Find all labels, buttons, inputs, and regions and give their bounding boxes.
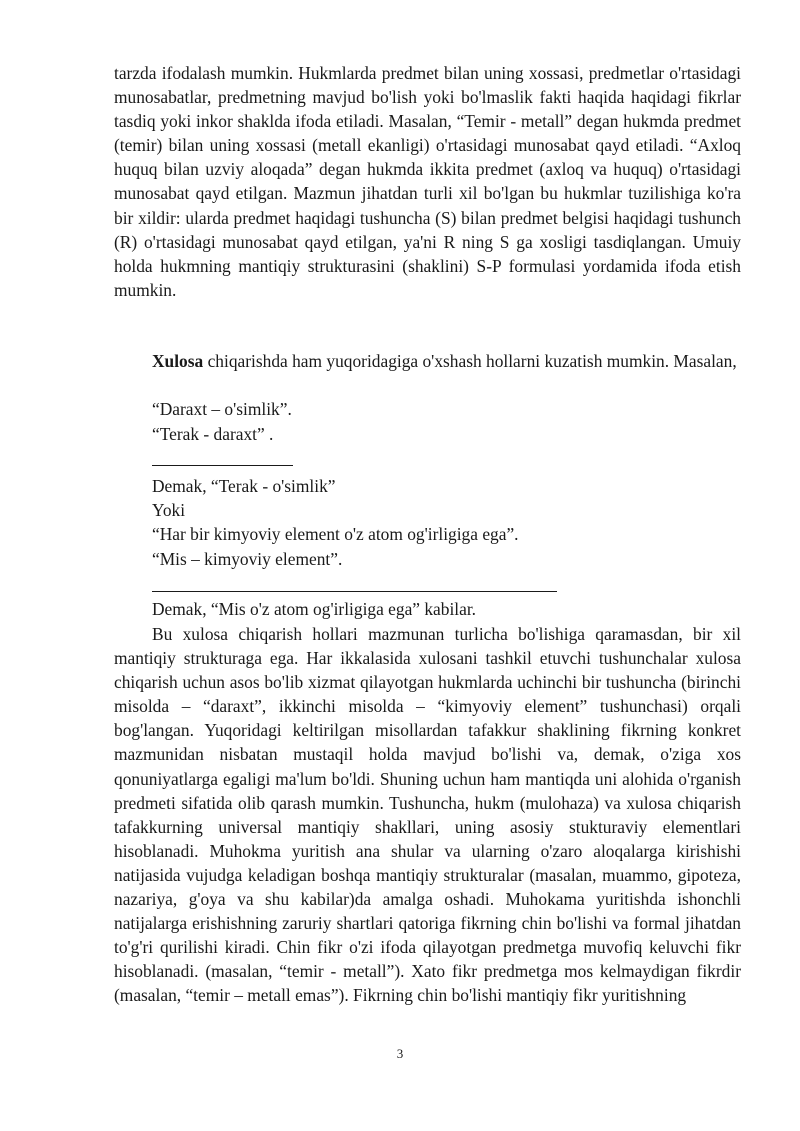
example2-divider: [152, 591, 557, 592]
example1-divider: [152, 465, 293, 466]
paragraph-tafakkur-text: Bu xulosa chiqarish hollari mazmunan turlicha bo'lishiga qaramasdan, bir xil mantiqiy strukturaga ega. Har ikkalasida xulosani tashkil etuvchi tushunchalar xulosa chiqarish uchun asos bo'lib xizmat qilayotgan hukmlarda uchinchi bir tushuncha (birinchi misolda – “daraxt”, ikkinchi misolda – “kimyoviy element” tushunchasi) orqali bog'langan. Yuqoridagi keltirilgan misollardan tafakkur shaklining fikrning konkret mazmunidan nisbatan mustaqil holda mavjud bo'lishi va, demak, o'ziga xos qonuniyatlarga egaligi ma'lum bo'ldi. Shuning uchun ham mantiqda uni alohida o'rganish predmeti sifatida olib qarash mumkin. Tushuncha, hukm (mulohaza) va xulosa chiqarish tafakkurning universal mantiqiy shakllari, uning asosiy stukturaviy elementlari hisoblanadi. Muhokma yuritish ana shular va ularning o'zaro aloqalarga kirishishi natijasida vujudga keladigan boshqa mantiqiy strukturalar (masalan, muammo, gipoteza, nazariya, g'oya va shu kabilar)da amalga oshadi. Muhokama yuritishda ishonchli natijalarga erishishning zaruriy shartlari qatoriga fikrning chin bo'lishi va formal jihatdan to'g'ri qurilishi kiradi. Chin fikr o'zi ifoda qilayotgan predmetga muvofiq keluvchi fikr hisoblanadi. (masalan, “temir - metall”). Xato fikr predmetga mos kelmaydigan fikrdir (masalan, “temir – metall emas”). Fikrning chin bo'lishi mantiqiy fikr yuritishning: [114, 624, 741, 1006]
paragraph-tafakkur: [114, 622, 741, 1008]
example2-conclusion: Demak, “Mis o'z atom og'irligiga ega” kabilar.: [152, 599, 477, 619]
page-number: 3: [396, 1046, 404, 1061]
connector-yoki: Yoki: [152, 500, 186, 520]
example2-premise2: “Mis – kimyoviy element”.: [152, 549, 343, 569]
paragraph-xulosa-intro: [114, 349, 741, 373]
paragraph-xulosa-rest: chiqarishda ham yuqoridagiga o'xshash hollarni kuzatish mumkin. Masalan,: [203, 351, 737, 371]
example1-premise2: “Terak - daraxt” .: [152, 424, 274, 444]
paragraph-hukm: tarzda ifodalash mumkin. Hukmlarda predmet bilan uning xossasi, predmetlar o'rtasidagi munosabatlar, predmetning mavjud bo'lish yoki bo'lmaslik fakti haqida haqidagi fikrlar tasdiq yoki inkor shaklda ifoda etiladi. Masalan, “Temir - metall” degan hukmda predmet (temir) bilan uning xossasi (metall ekanligi) o'rtasidagi munosabat qayd etiladi. “Axloq huquq bilan uzviy aloqada” degan hukmda ikkita predmet (axloq va huquq) o'rtasidagi munosabat qayd etilgan. Mazmun jihatdan turli xil bo'lgan bu hukmlar tuzilishiga ko'ra bir xildir: ularda predmet haqidagi tushuncha (S) bilan predmet belgisi haqidagi tushunch (R) o'rtasidagi munosabat qayd etilgan, ya'ni R ning S ga xosligi tasdiqlangan. Umuiy holda hukmning mantiqiy strukturasini (shaklini) S-P formulasi yordamida ifoda etish mumkin.: [114, 63, 741, 300]
example2-premise1: “Har bir kimyoviy element o'z atom og'irligiga ega”.: [152, 524, 519, 544]
example1-conclusion: Demak, “Terak - o'simlik”: [152, 476, 336, 496]
term-xulosa: Xulosa: [152, 351, 204, 371]
example1-premise1: “Daraxt – o'simlik”.: [152, 399, 292, 419]
